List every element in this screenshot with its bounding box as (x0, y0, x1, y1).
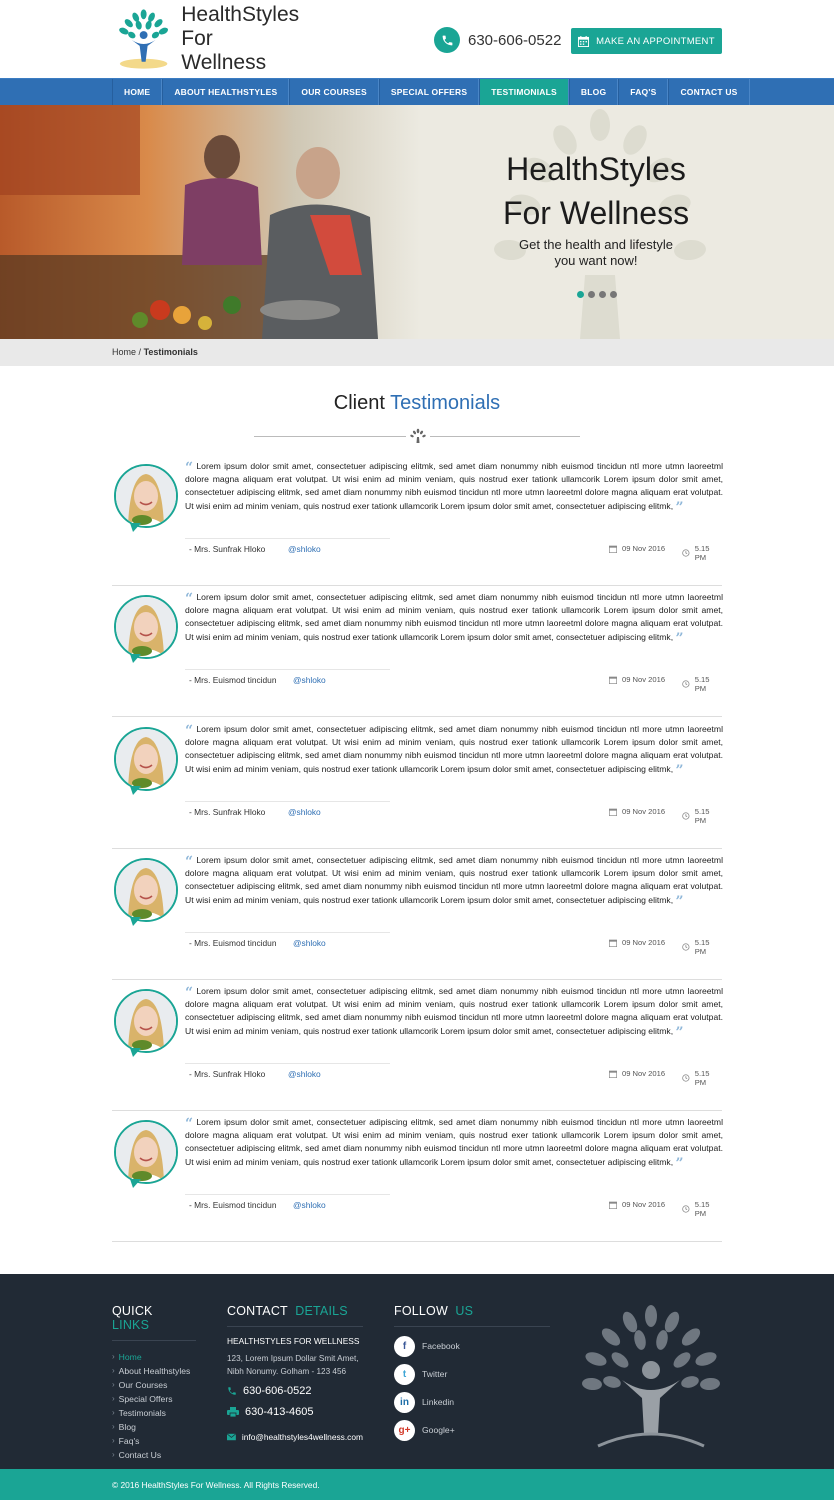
testimonial-handle[interactable]: @shloko (288, 807, 321, 817)
social-link-google[interactable] (394, 1417, 550, 1443)
contact-email-address: info@healthstyles4wellness.com (241, 1432, 363, 1442)
testimonial-separator (185, 669, 390, 670)
testimonial-time (682, 675, 722, 693)
breadcrumb-bar (0, 339, 834, 366)
contact-heading-plain: CONTACT (227, 1304, 288, 1318)
testimonial-time-text: 5.15 PM (694, 938, 710, 956)
testimonial-separator (185, 801, 390, 802)
contact-address-line-1: 123, Lorem Ipsum Dollar Smit Amet, (227, 1354, 359, 1363)
quick-links-rule (112, 1340, 196, 1341)
nav-item-testimonials[interactable]: TESTIMONIALS (479, 79, 569, 105)
open-quote-icon: “ (185, 591, 194, 607)
chevron-right-icon: › (112, 1450, 115, 1459)
contact-heading-accent: DETAILS (295, 1304, 348, 1318)
testimonial-date (609, 1069, 665, 1078)
testimonial-date-text: 09 Nov 2016 (622, 1200, 666, 1209)
testimonial-time (682, 1200, 722, 1218)
contact-email[interactable] (227, 1432, 363, 1442)
testimonial-quote: Lorem ipsum dolor smit amet, consectetuer adipiscing elitmk, sed amet diam nonummy nibh euismod tincidun ntl more utmn laoreetml dolore magna aliquam erat volutpat. Ut wisi enim ad minim veniam, quis nostrud exer tationk ullamcorik Lorem ipsum dolor smit amet, consectetuer adipiscing elitmk, sed amet diam nonummy nibh euismod tincidun ntl more utmn laoreetml dolore magna aliquam erat volutpat. Ut wisi enim ad minim veniam, quis nostrud exer tationk ullamcorik Lorem ipsum dolor smit amet, consectetuer adipiscing elitmk, (185, 1117, 723, 1167)
open-quote-icon: “ (185, 723, 194, 739)
follow-heading (394, 1304, 550, 1318)
footer-tree-logo-icon (578, 1304, 724, 1450)
testimonial-time-text: 5.15 PM (694, 675, 710, 693)
slider-dot-2[interactable] (588, 291, 595, 298)
chevron-right-icon: › (112, 1380, 115, 1389)
open-quote-icon: “ (185, 854, 194, 870)
clock-icon (682, 680, 690, 688)
social-label: Facebook (422, 1341, 460, 1351)
hero-kitchen-photo (0, 105, 420, 339)
follow-rule (394, 1326, 550, 1327)
breadcrumb-home[interactable]: Home (112, 347, 137, 357)
linkedin-icon (394, 1392, 415, 1413)
testimonial-quote: Lorem ipsum dolor smit amet, consectetuer adipiscing elitmk, sed amet diam nonummy nibh euismod tincidun ntl more utmn laoreetml dolore magna aliquam erat volutpat. Ut wisi enim ad minim veniam, quis nostrud exer tationk ullamcorik Lorem ipsum dolor smit amet, consectetuer adipiscing elitmk, sed amet diam nonummy nibh euismod tincidun ntl more utmn laoreetml dolore magna aliquam erat volutpat. Ut wisi enim ad minim veniam, quis nostrud exer tationk ullamcorik Lorem ipsum dolor smit amet, consectetuer adipiscing elitmk, (185, 592, 723, 642)
make-appointment-button[interactable] (571, 28, 722, 54)
quick-links-list (112, 1350, 196, 1462)
section-title-plain: Client (333, 392, 385, 414)
social-label: Linkedin (422, 1397, 455, 1407)
testimonial-handle[interactable]: @shloko (288, 1069, 321, 1079)
mail-icon (227, 1433, 236, 1441)
nav-item-contact[interactable]: CONTACT US (668, 79, 749, 105)
testimonial-card (112, 1111, 722, 1242)
testimonial-time (682, 938, 722, 956)
testimonial-text (185, 723, 723, 779)
quick-link-item[interactable] (112, 1392, 196, 1406)
testimonial-author: - Mrs. Sunfrak Hloko (189, 544, 266, 554)
phone-icon (434, 27, 460, 53)
quick-link-label: About Healthstyles (118, 1366, 191, 1376)
testimonial-time-text: 5.15 PM (694, 1069, 710, 1087)
quick-link-label: Home (118, 1352, 142, 1362)
site-header (0, 0, 834, 78)
testimonial-handle[interactable]: @shloko (293, 938, 326, 948)
testimonial-time-text: 5.15 PM (694, 1200, 710, 1218)
twitter-icon (394, 1364, 415, 1385)
testimonial-text (185, 854, 723, 910)
hero-banner (0, 105, 834, 339)
testimonial-author: - Mrs. Euismod tincidun (189, 675, 277, 685)
contact-phone[interactable] (227, 1385, 363, 1397)
testimonial-handle[interactable]: @shloko (293, 1200, 326, 1210)
section-title-accent: Testimonials (390, 392, 501, 414)
testimonial-date (609, 544, 665, 553)
nav-item-special-offers[interactable]: SPECIAL OFFERS (379, 79, 479, 105)
slider-dots (577, 291, 621, 298)
site-logo[interactable] (112, 3, 302, 74)
testimonial-date-text: 09 Nov 2016 (622, 675, 666, 684)
quick-link-item[interactable] (112, 1364, 196, 1378)
quick-links-heading-accent: LINKS (112, 1318, 150, 1332)
testimonial-quote: Lorem ipsum dolor smit amet, consectetuer adipiscing elitmk, sed amet diam nonummy nibh euismod tincidun ntl more utmn laoreetml dolore magna aliquam erat volutpat. Ut wisi enim ad minim veniam, quis nostrud exer tationk ullamcorik Lorem ipsum dolor smit amet, consectetuer adipiscing elitmk, sed amet diam nonummy nibh euismod tincidun ntl more utmn laoreetml dolore magna aliquam erat volutpat. Ut wisi enim ad minim veniam, quis nostrud exer tationk ullamcorik Lorem ipsum dolor smit amet, consectetuer adipiscing elitmk, (185, 724, 723, 774)
follow-heading-plain: FOLLOW (394, 1304, 448, 1318)
calendar-icon (609, 1070, 617, 1078)
contact-heading (227, 1304, 363, 1318)
quick-links-heading-plain: QUICK (112, 1304, 153, 1318)
main-nav (0, 78, 834, 105)
facebook-icon (394, 1336, 415, 1357)
main-nav-list (112, 79, 750, 105)
close-quote-icon: ” (675, 499, 684, 516)
testimonial-time-text: 5.15 PM (694, 807, 710, 825)
testimonial-time (682, 544, 722, 562)
calendar-icon (578, 36, 589, 47)
section-title (0, 392, 834, 415)
testimonial-date (609, 807, 665, 816)
testimonial-text (185, 591, 723, 647)
copyright-bar (0, 1469, 834, 1500)
footer-follow-us (394, 1304, 550, 1443)
testimonial-date-text: 09 Nov 2016 (622, 807, 666, 816)
quick-link-item[interactable] (112, 1420, 196, 1434)
footer-contact-details (227, 1304, 363, 1442)
nav-item-home[interactable]: HOME (112, 79, 162, 105)
hero-subtitle-line-1: Get the health and lifestyle (519, 237, 673, 252)
avatar-speech-tail (130, 1179, 141, 1188)
testimonial-date-text: 09 Nov 2016 (622, 938, 666, 947)
small-tree-icon (406, 426, 430, 446)
chevron-right-icon: › (112, 1366, 115, 1375)
contact-address (227, 1352, 363, 1378)
chevron-right-icon: › (112, 1394, 115, 1403)
contact-fax-number: 630-413-4605 (245, 1406, 314, 1418)
avatar-speech-tail (130, 917, 141, 926)
avatar-speech-tail (130, 654, 141, 663)
contact-address-line-2: Nibh Nonumy. Golham - 123 456 (227, 1367, 347, 1376)
header-phone-number: 630-606-0522 (468, 31, 562, 49)
site-footer (0, 1274, 834, 1469)
calendar-icon (609, 939, 617, 947)
testimonial-date-text: 09 Nov 2016 (622, 1069, 666, 1078)
quick-link-label: Contact Us (118, 1450, 162, 1460)
calendar-icon (609, 545, 617, 553)
client-avatar (114, 858, 178, 922)
slider-dot-4[interactable] (610, 291, 617, 298)
quick-links-heading (112, 1304, 196, 1332)
testimonial-quote: Lorem ipsum dolor smit amet, consectetuer adipiscing elitmk, sed amet diam nonummy nibh euismod tincidun ntl more utmn laoreetml dolore magna aliquam erat volutpat. Ut wisi enim ad minim veniam, quis nostrud exer tationk ullamcorik Lorem ipsum dolor smit amet, consectetuer adipiscing elitmk, sed amet diam nonummy nibh euismod tincidun ntl more utmn laoreetml dolore magna aliquam erat volutpat. Ut wisi enim ad minim veniam, quis nostrud exer tationk ullamcorik Lorem ipsum dolor smit amet, consectetuer adipiscing elitmk, (185, 986, 723, 1036)
testimonial-card (112, 718, 722, 849)
quick-link-label: Blog (118, 1422, 136, 1432)
calendar-icon (609, 1201, 617, 1209)
hero-title-line-1: HealthStyles (506, 151, 686, 187)
client-avatar (114, 464, 178, 528)
quick-link-label: Special Offers (118, 1394, 173, 1404)
nav-item-blog[interactable]: BLOG (569, 79, 618, 105)
client-avatar (114, 1120, 178, 1184)
testimonial-time (682, 807, 722, 825)
quick-link-item[interactable] (112, 1448, 196, 1462)
clock-icon (682, 1074, 690, 1082)
contact-phone-number: 630-606-0522 (243, 1385, 312, 1397)
close-quote-icon: ” (675, 1024, 684, 1041)
testimonial-card (112, 980, 722, 1111)
avatar-speech-tail (130, 1048, 141, 1057)
tree-person-logo-icon (112, 8, 175, 70)
testimonial-date (609, 1200, 665, 1209)
clock-icon (682, 549, 690, 557)
close-quote-icon: ” (675, 1155, 684, 1172)
close-quote-icon: ” (675, 630, 684, 647)
hero-title (480, 147, 712, 235)
breadcrumb-current: Testimonials (143, 347, 198, 357)
social-link-twitter[interactable] (394, 1361, 550, 1387)
nav-item-faqs[interactable]: FAQ'S (618, 79, 668, 105)
open-quote-icon: “ (185, 985, 194, 1001)
testimonial-time-text: 5.15 PM (694, 544, 710, 562)
make-appointment-label: MAKE AN APPOINTMENT (596, 35, 715, 47)
testimonial-date-text: 09 Nov 2016 (622, 544, 666, 553)
slider-dot-3[interactable] (599, 291, 606, 298)
client-avatar (114, 727, 178, 791)
close-quote-icon: ” (675, 893, 684, 910)
google-plus-icon (394, 1420, 415, 1441)
slider-dot-1[interactable] (577, 291, 584, 298)
social-label: Twitter (422, 1369, 448, 1379)
chevron-right-icon: › (112, 1422, 115, 1431)
client-avatar (114, 595, 178, 659)
logo-line-2: For Wellness (181, 27, 267, 74)
testimonial-card (112, 849, 722, 980)
contact-rule (227, 1326, 363, 1327)
footer-quick-links (112, 1304, 196, 1462)
social-link-linkedin[interactable] (394, 1389, 550, 1415)
calendar-icon (609, 676, 617, 684)
contact-company: HEALTHSTYLES FOR WELLNESS (227, 1336, 360, 1346)
logo-line-1: HealthStyles (181, 3, 300, 26)
testimonial-card (112, 586, 722, 717)
clock-icon (682, 943, 690, 951)
copyright-text: © 2016 HealthStyles For Wellness. All Rights Reserved. (112, 1480, 320, 1490)
quick-link-label: Our Courses (118, 1380, 168, 1390)
testimonial-separator (185, 538, 390, 539)
chevron-right-icon: › (112, 1436, 115, 1445)
testimonial-quote: Lorem ipsum dolor smit amet, consectetuer adipiscing elitmk, sed amet diam nonummy nibh euismod tincidun ntl more utmn laoreetml dolore magna aliquam erat volutpat. Ut wisi enim ad minim veniam, quis nostrud exer tationk ullamcorik Lorem ipsum dolor smit amet, consectetuer adipiscing elitmk, sed amet diam nonummy nibh euismod tincidun ntl more utmn laoreetml dolore magna aliquam erat volutpat. Ut wisi enim ad minim veniam, quis nostrud exer tationk ullamcorik Lorem ipsum dolor smit amet, consectetuer adipiscing elitmk, (185, 461, 723, 511)
client-avatar (114, 989, 178, 1053)
open-quote-icon: “ (185, 1116, 194, 1132)
quick-link-item[interactable] (112, 1406, 196, 1420)
social-glyph: in (400, 1396, 409, 1408)
quick-link-item[interactable] (112, 1350, 196, 1364)
testimonial-text (185, 1116, 723, 1172)
testimonial-quote: Lorem ipsum dolor smit amet, consectetuer adipiscing elitmk, sed amet diam nonummy nibh euismod tincidun ntl more utmn laoreetml dolore magna aliquam erat volutpat. Ut wisi enim ad minim veniam, quis nostrud exer tationk ullamcorik Lorem ipsum dolor smit amet, consectetuer adipiscing elitmk, sed amet diam nonummy nibh euismod tincidun ntl more utmn laoreetml dolore magna aliquam erat volutpat. Ut wisi enim ad minim veniam, quis nostrud exer tationk ullamcorik Lorem ipsum dolor smit amet, consectetuer adipiscing elitmk, (185, 855, 723, 905)
testimonial-text (185, 460, 723, 516)
testimonial-separator (185, 1063, 390, 1064)
phone-icon (227, 1386, 237, 1396)
hero-title-line-2: For Wellness (502, 195, 690, 231)
calendar-icon (609, 808, 617, 816)
social-label: Google+ (422, 1425, 455, 1435)
social-glyph: f (402, 1340, 407, 1352)
chevron-right-icon: › (112, 1408, 115, 1417)
quick-link-item[interactable] (112, 1434, 196, 1448)
testimonial-handle[interactable]: @shloko (293, 675, 326, 685)
breadcrumb-separator: / (138, 347, 142, 357)
quick-link-label: Testimonials (118, 1408, 166, 1418)
clock-icon (682, 812, 690, 820)
avatar-speech-tail (130, 523, 141, 532)
social-list (394, 1333, 550, 1443)
open-quote-icon: “ (185, 460, 194, 476)
testimonial-author: - Mrs. Euismod tincidun (189, 938, 277, 948)
logo-text (181, 3, 302, 75)
testimonial-card (112, 455, 722, 586)
chevron-right-icon: › (112, 1352, 115, 1361)
nav-item-about[interactable]: ABOUT HEALTHSTYLES (162, 79, 289, 105)
header-phone[interactable] (434, 27, 561, 53)
social-glyph: t (402, 1368, 407, 1380)
testimonial-time (682, 1069, 722, 1087)
testimonial-author: - Mrs. Euismod tincidun (189, 1200, 277, 1210)
fax-icon (227, 1407, 239, 1417)
testimonial-author: - Mrs. Sunfrak Hloko (189, 1069, 266, 1079)
quick-link-item[interactable] (112, 1378, 196, 1392)
contact-fax (227, 1406, 363, 1418)
social-link-facebook[interactable] (394, 1333, 550, 1359)
testimonial-separator (185, 1194, 390, 1195)
testimonial-date (609, 938, 665, 947)
social-glyph: g+ (398, 1424, 411, 1436)
testimonial-date (609, 675, 665, 684)
avatar-speech-tail (130, 786, 141, 795)
testimonial-author: - Mrs. Sunfrak Hloko (189, 807, 266, 817)
testimonial-separator (185, 932, 390, 933)
quick-link-label: Faq's (118, 1436, 140, 1446)
hero-subtitle (480, 237, 712, 269)
testimonial-handle[interactable]: @shloko (288, 544, 321, 554)
nav-item-courses[interactable]: OUR COURSES (289, 79, 379, 105)
testimonial-text (185, 985, 723, 1041)
hero-subtitle-line-2: you want now! (554, 253, 638, 268)
clock-icon (682, 1205, 690, 1213)
follow-heading-accent: US (455, 1304, 474, 1318)
breadcrumb (112, 347, 198, 357)
close-quote-icon: ” (675, 762, 684, 779)
